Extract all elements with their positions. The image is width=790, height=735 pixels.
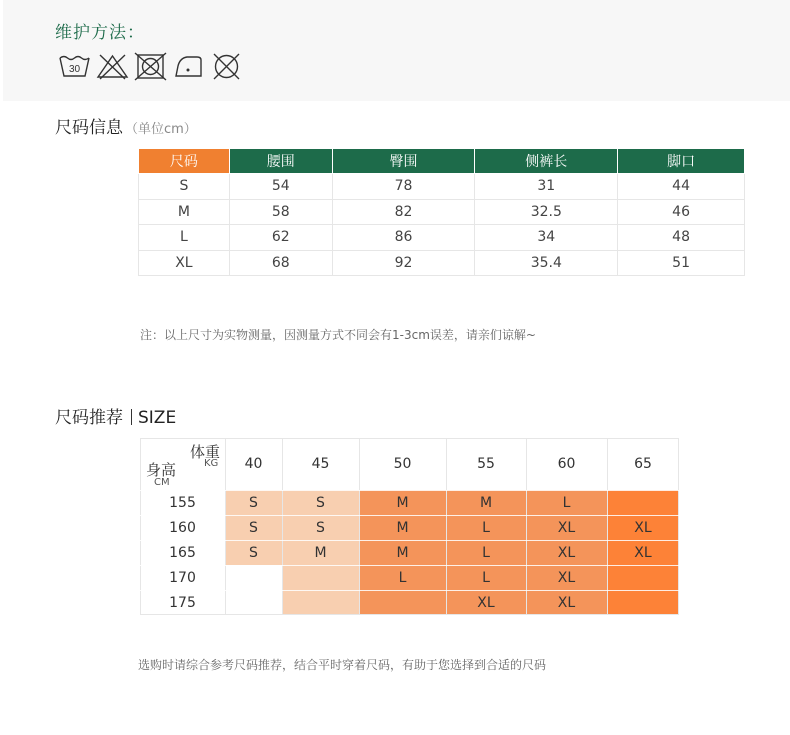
recommend-cell: [607, 565, 679, 590]
weight-header: 40: [244, 456, 263, 472]
weight-header: 45: [311, 456, 330, 472]
size-table-cell: 92: [332, 250, 475, 276]
care-title: 维护方法：: [55, 23, 145, 43]
recommend-cell: [282, 590, 359, 615]
size-table-cell: 44: [618, 174, 745, 200]
recommend-cell: L: [359, 565, 446, 590]
recommend-cell: L: [446, 565, 526, 590]
recommend-cell: [225, 565, 282, 590]
iron-low-icon: [172, 52, 205, 81]
height-header: 170: [169, 569, 196, 586]
recommend-cell: M: [359, 540, 446, 565]
size-table-cell: S: [139, 174, 230, 200]
weight-header: 60: [557, 456, 576, 472]
weight-header: 55: [477, 456, 495, 472]
size-table-cell: 54: [229, 174, 332, 200]
size-table-cell: L: [139, 225, 230, 251]
recommend-cell: S: [225, 540, 282, 565]
height-header: 165: [169, 544, 196, 561]
size-note: 注：以上尺寸为实物测量，因测量方式不同会有1-3cm误差，请亲们谅解~: [140, 328, 536, 342]
size-info-title: [55, 113, 197, 138]
svg-text:30: 30: [68, 64, 81, 75]
do-not-tumble-dry-icon: [134, 52, 167, 81]
do-not-bleach-icon: [96, 52, 129, 81]
grid-line: [446, 438, 447, 615]
size-table-row: [139, 199, 745, 225]
grid-line: [359, 438, 360, 615]
size-table-cell: 62: [229, 225, 332, 251]
size-info-title-text: 尺码信息: [55, 118, 123, 138]
height-header: 155: [169, 494, 196, 511]
weight-label: 体重: [190, 443, 221, 461]
recommend-cell: XL: [526, 515, 607, 540]
grid-line: [607, 438, 608, 615]
recommend-cell: M: [359, 515, 446, 540]
grid-line: [140, 540, 679, 541]
size-table-cell: M: [139, 199, 230, 225]
recommend-cell: XL: [526, 565, 607, 590]
size-table-cell: 34: [475, 225, 618, 251]
size-table-cell: 32.5: [475, 199, 618, 225]
size-table-cell: 58: [229, 199, 332, 225]
recommend-cell: L: [526, 490, 607, 515]
height-header: 160: [169, 519, 196, 536]
header-hip: 臀围: [332, 149, 475, 174]
weight-unit: KG: [204, 458, 219, 469]
size-table-cell: 51: [618, 250, 745, 276]
grid-line: [225, 438, 226, 615]
recommend-cell: XL: [607, 540, 679, 565]
recommend-cell: M: [282, 540, 359, 565]
size-table-cell: 68: [229, 250, 332, 276]
grid-line: [140, 438, 141, 615]
recommend-cell: [607, 490, 679, 515]
height-label: 身高: [146, 461, 177, 479]
size-table-cell: 31: [475, 174, 618, 200]
size-table-cell: 46: [618, 199, 745, 225]
size-table-header: [139, 149, 745, 174]
recommend-cell: S: [282, 515, 359, 540]
grid-line: [140, 515, 679, 516]
recommend-cell: M: [446, 490, 526, 515]
size-table-cell: 82: [332, 199, 475, 225]
title-divider: [131, 409, 132, 425]
weight-header: 65: [634, 456, 652, 472]
size-table: [138, 148, 745, 276]
recommend-cell: S: [225, 515, 282, 540]
size-table-row: [139, 250, 745, 276]
recommend-cell: L: [446, 540, 526, 565]
recommend-cell: L: [446, 515, 526, 540]
grid-line: [140, 438, 679, 439]
recommend-title-text: 尺码推荐: [55, 408, 123, 428]
size-recommend-grid: [140, 438, 679, 615]
grid-line: [140, 590, 679, 591]
size-table-cell: 35.4: [475, 250, 618, 276]
recommend-cell: M: [359, 490, 446, 515]
grid-line: [140, 490, 679, 491]
size-table-cell: 86: [332, 225, 475, 251]
header-size: 尺码: [139, 149, 230, 174]
height-header: 175: [169, 594, 196, 611]
recommend-note: 选购时请综合参考尺码推荐，结合平时穿着尺码，有助于您选择到合适的尺码: [138, 658, 547, 672]
recommend-cell: [359, 590, 446, 615]
height-unit: CM: [154, 477, 170, 488]
recommend-cell: [225, 590, 282, 615]
recommend-cell: [607, 590, 679, 615]
grid-line: [140, 614, 679, 615]
header-waist: 腰围: [229, 149, 332, 174]
recommend-title-en: SIZE: [138, 408, 177, 428]
grid-line: [140, 565, 679, 566]
recommend-cell: S: [282, 490, 359, 515]
recommend-cell: XL: [526, 540, 607, 565]
recommend-cell: [282, 565, 359, 590]
size-info-unit: （单位cm）: [125, 122, 197, 137]
header-leg-opening: 脚口: [618, 149, 745, 174]
size-table-row: [139, 225, 745, 251]
size-table-cell: XL: [139, 250, 230, 276]
size-table-row: [139, 174, 745, 200]
size-table-cell: 78: [332, 174, 475, 200]
care-icons: [58, 52, 243, 81]
recommend-cell: S: [225, 490, 282, 515]
wash-30-icon: [58, 52, 91, 81]
grid-line: [526, 438, 527, 615]
header-side-length: 侧裤长: [475, 149, 618, 174]
grid-line: [282, 438, 283, 615]
recommend-cell: XL: [446, 590, 526, 615]
size-table-cell: 48: [618, 225, 745, 251]
grid-line: [678, 438, 679, 615]
recommend-cell: XL: [526, 590, 607, 615]
recommend-cell: XL: [607, 515, 679, 540]
do-not-dry-clean-icon: [210, 52, 243, 81]
weight-header: 50: [393, 456, 412, 472]
care-section: [3, 0, 790, 101]
recommend-title: [55, 403, 176, 428]
